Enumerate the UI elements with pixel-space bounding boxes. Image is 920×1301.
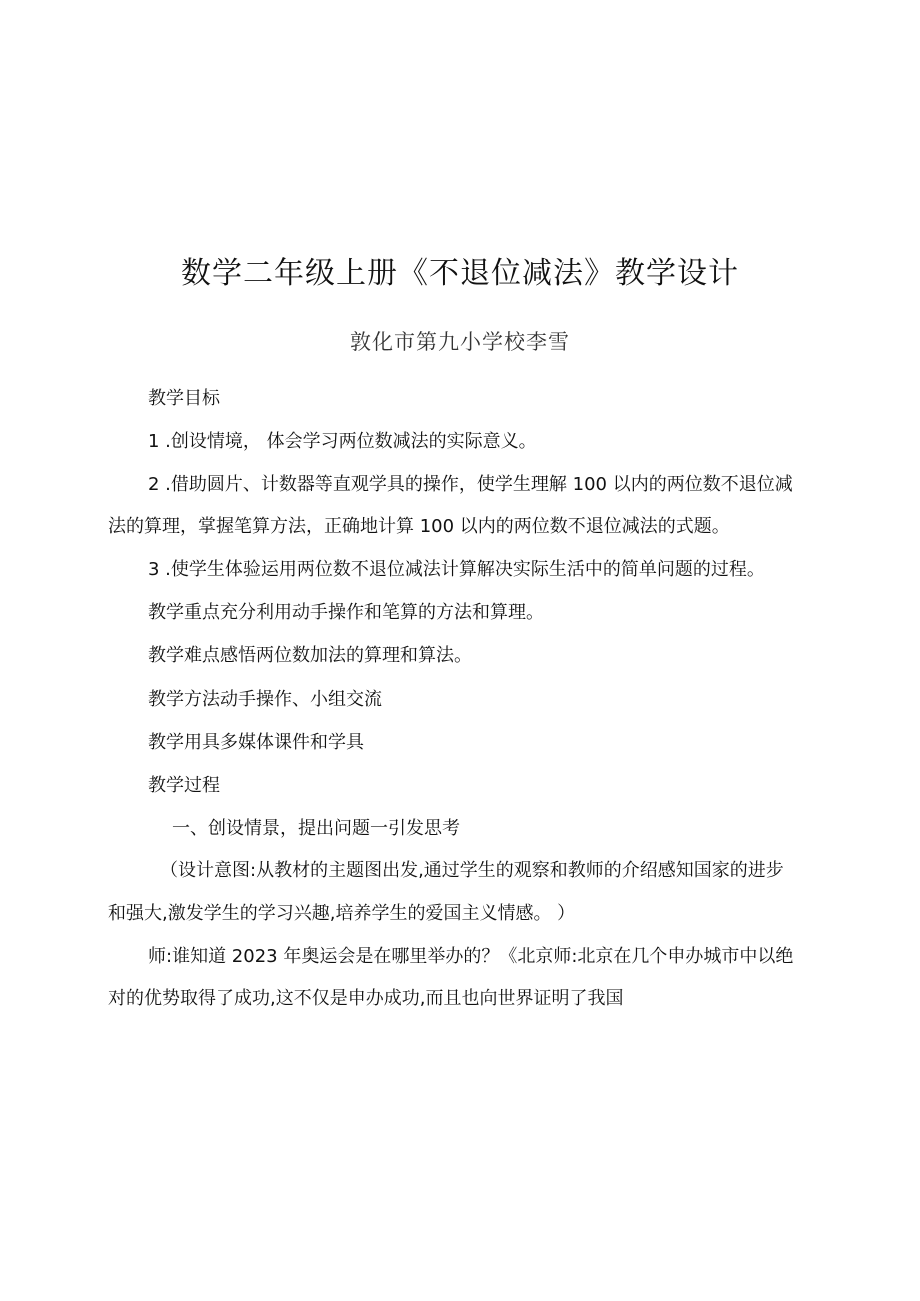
- heading-process: 教学过程: [148, 775, 220, 796]
- author-line: 敦化市第九小学校李雪: [350, 330, 570, 354]
- objective-2-line-1: 2 .借助圆片、计数器等直观学具的操作，使学生理解 100 以内的两位数不退位减: [148, 474, 793, 495]
- dialogue-line-2: 对的优势取得了成功,这不仅是申办成功,而且也向世界证明了我国: [108, 988, 624, 1009]
- objective-3: 3 .使学生体验运用两位数不退位减法计算解决实际生活中的简单问题的过程。: [148, 559, 765, 580]
- section-1-heading: 一、创设情景，提出问题一引发思考: [172, 818, 460, 839]
- heading-objectives: 教学目标: [148, 388, 220, 409]
- page-title: 数学二年级上册《不退位减法》教学设计: [181, 256, 739, 291]
- dialogue-line-1: 师:谁知道 2023 年奥运会是在哪里举办的？《北京师:北京在几个申办城市中以绝: [148, 946, 794, 967]
- teaching-method: 教学方法动手操作、小组交流: [148, 689, 382, 710]
- teaching-focus: 教学重点充分利用动手操作和笔算的方法和算理。: [148, 602, 544, 623]
- teaching-difficulty: 教学难点感悟两位数加法的算理和算法。: [148, 645, 472, 666]
- design-intent-line-1: （设计意图:从教材的主题图出发,通过学生的观察和教师的介绍感知国家的进步: [160, 860, 784, 881]
- objective-2-line-2: 法的算理，掌握笔算方法，正确地计算 100 以内的两位数不退位减法的式题。: [108, 516, 730, 537]
- design-intent-line-2: 和强大,激发学生的学习兴趣,培养学生的爱国主义情感。 ）: [108, 903, 576, 924]
- objective-1: 1 .创设情境， 体会学习两位数减法的实际意义。: [148, 431, 537, 452]
- teaching-tools: 教学用具多媒体课件和学具: [148, 732, 364, 753]
